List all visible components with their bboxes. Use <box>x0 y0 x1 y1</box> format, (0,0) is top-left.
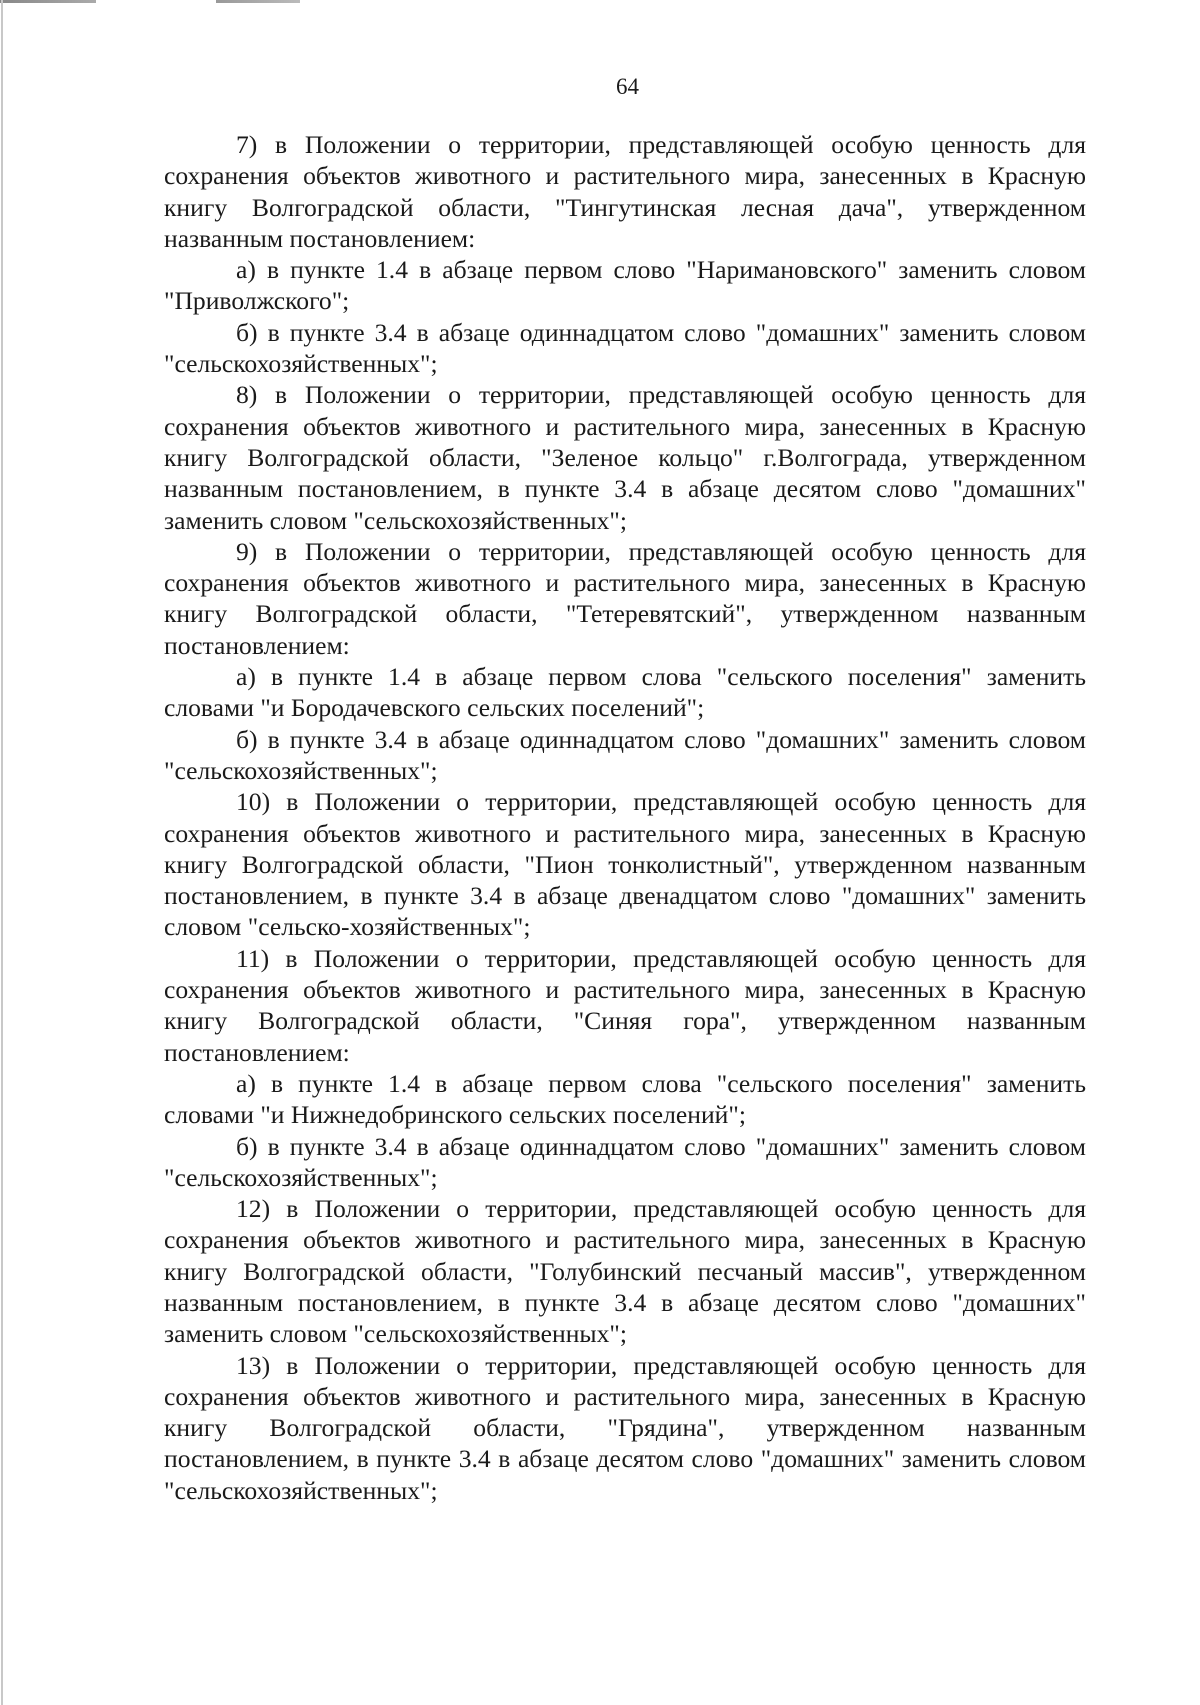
paragraph-item-7b: б) в пункте 3.4 в абзаце одиннадцатом слово "домашних" заменить словом "сельскохозяйственных"; <box>164 317 1086 379</box>
paragraph-item-11a: а) в пункте 1.4 в абзаце первом слова "сельского поселения" заменить словами "и Нижнедобринского сельских поселений"; <box>164 1068 1086 1130</box>
paragraph-item-9: 9) в Положении о территории, представляющей особую ценность для сохранения объектов животного и растительного мира, занесенных в Красную книгу Волгоградской области, "Тетеревятский", утвержденном названным постановлением: <box>164 536 1086 660</box>
paragraph-item-9a: а) в пункте 1.4 в абзаце первом слова "сельского поселения" заменить словами "и Бородачевского сельских поселений"; <box>164 662 1086 723</box>
paragraph-item-8: 8) в Положении о территории, представляющей особую ценность для сохранения объектов животного и растительного мира, занесенных в Красную книгу Волгоградской области, "Зеленое кольцо" г.Волгограда, утвержденном названным постановлением, в пункте 3.4 в абзаце десятом слово "домашних" заменить словом "сельскохозяйственных"; <box>164 380 1086 535</box>
paragraph-item-9b: б) в пункте 3.4 в абзаце одиннадцатом слово "домашних" заменить словом "сельскохозяйственных"; <box>164 724 1086 785</box>
paragraph-item-7: 7) в Положении о территории, представляющей особую ценность для сохранения объектов животного и растительного мира, занесенных в Красную книгу Волгоградской области, "Тингутинская лесная дача", утвержденном названным постановлением: <box>164 130 1086 253</box>
scan-edge-top <box>0 0 1200 3</box>
paragraph-item-13: 13) в Положении о территории, представляющей особую ценность для сохранения объектов животного и растительного мира, занесенных в Красную книгу Волгоградской области, "Грядина", утвержденном названным постановлением, в пункте 3.4 в абзаце десятом слово "домашних" заменить словом "сельскохозяйственных"; <box>164 1350 1086 1505</box>
document-body <box>164 129 1086 1506</box>
paragraph-item-10: 10) в Положении о территории, представляющей особую ценность для сохранения объектов животного и растительного мира, занесенных в Красную книгу Волгоградской области, "Пион тонколистный", утвержденном названным постановлением, в пункте 3.4 в абзаце двенадцатом слово "домашних" заменить словом "сельско-хозяйственных"; <box>164 787 1086 942</box>
paragraph-item-12: 12) в Положении о территории, представляющей особую ценность для сохранения объектов животного и растительного мира, занесенных в Красную книгу Волгоградской области, "Голубинский песчаный массив", утвержденном названным постановлением, в пункте 3.4 в абзаце десятом слово "домашних" заменить словом "сельскохозяйственных"; <box>164 1194 1086 1349</box>
paragraph-item-11b: б) в пункте 3.4 в абзаце одиннадцатом слово "домашних" заменить словом "сельскохозяйственных"; <box>164 1131 1086 1192</box>
paragraph-item-11: 11) в Положении о территории, представляющей особую ценность для сохранения объектов животного и растительного мира, занесенных в Красную книгу Волгоградской области, "Синяя гора", утвержденном названным постановлением: <box>164 943 1086 1067</box>
scan-edge-left <box>1 0 3 1705</box>
page-number: 64 <box>616 74 639 99</box>
paragraph-item-7a: а) в пункте 1.4 в абзаце первом слово "Наримановского" заменить словом "Приволжского"; <box>164 255 1086 316</box>
